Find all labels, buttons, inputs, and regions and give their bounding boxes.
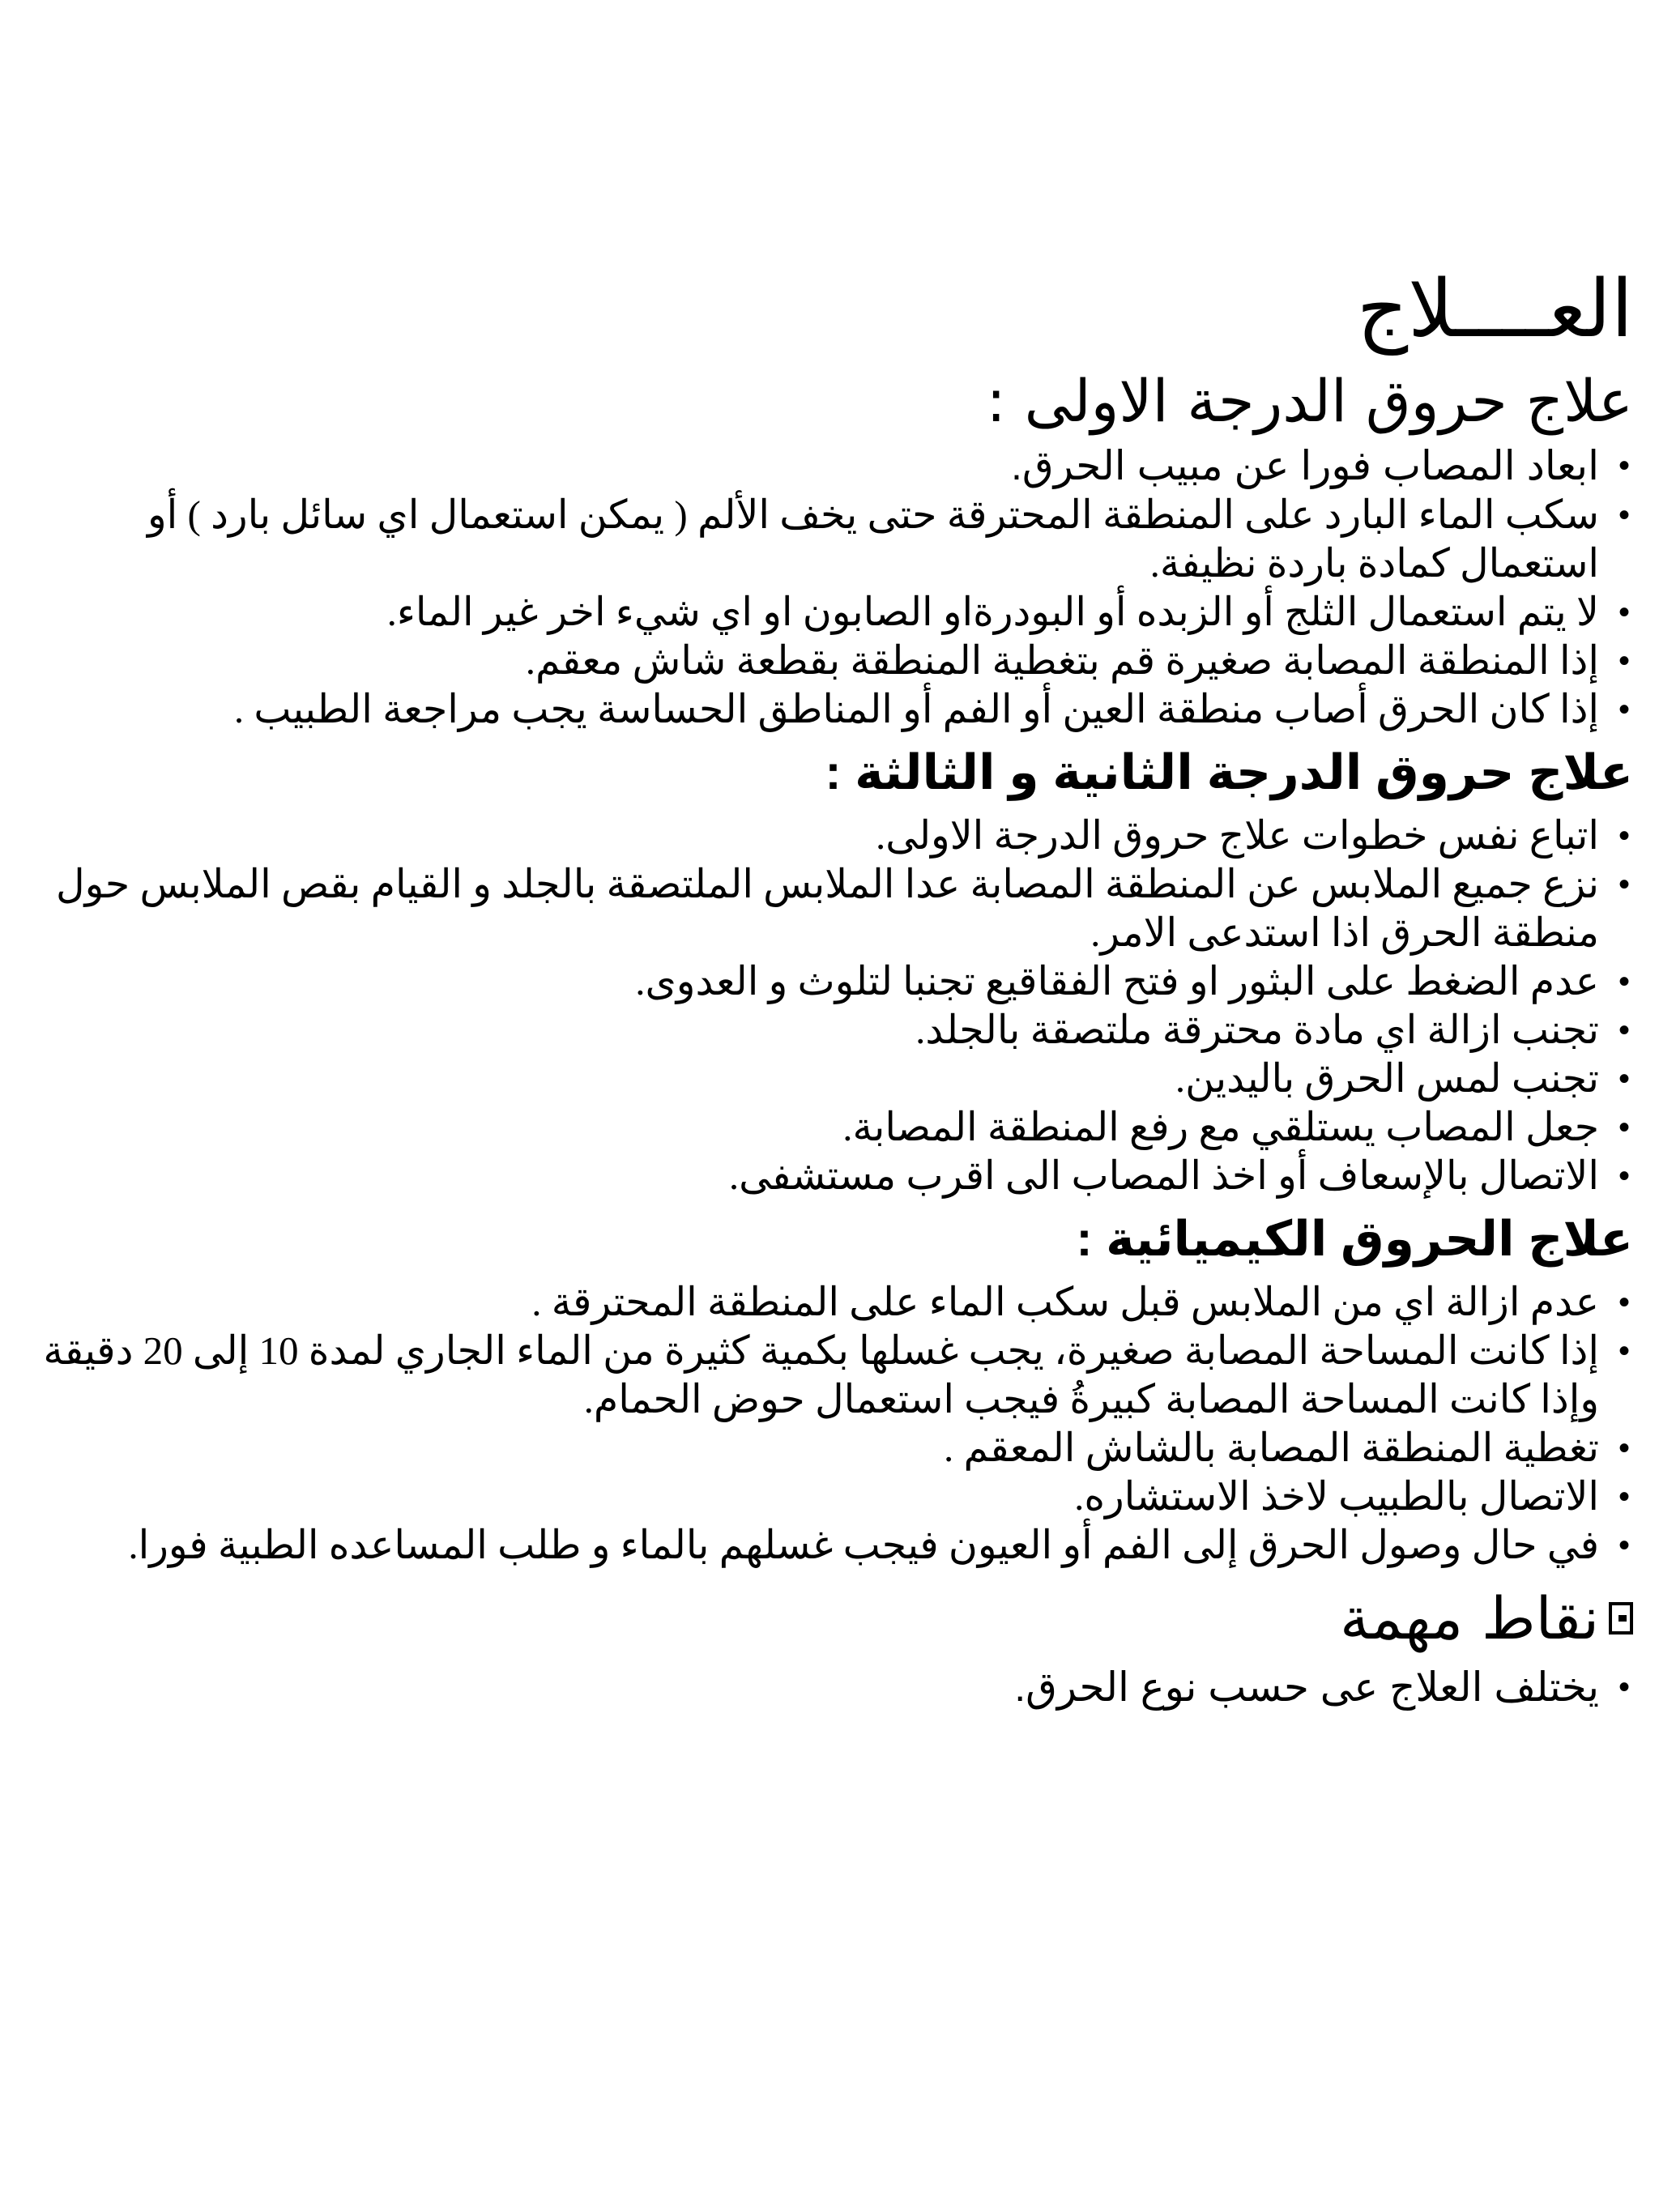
checkbox-square-icon [1609, 1602, 1633, 1634]
section-heading: نقاط مهمة [13, 1575, 1633, 1662]
bullet-list [13, 441, 1633, 734]
list-item: • سكب الماء البارد على المنطقة المحترقة حتى يخف الألم ( يمكن استعمال اي سائل بارد ) أو استعمال كمادة باردة نظيفة. [147, 492, 1630, 586]
list-item: • عدم ازالة اي من الملابس قبل سكب الماء على المنطقة المحترقة . [13, 1278, 1633, 1327]
bullet-list [13, 1278, 1633, 1570]
bullet-icon: • [1618, 1430, 1630, 1466]
list-item: • إذا المنطقة المصابة صغيرة قم بتغطية المنطقة بقطعة شاش معقم. [13, 637, 1633, 685]
list-item: • الاتصال بالطبيب لاخذ الاستشاره. [13, 1473, 1633, 1521]
list-item: • اتباع نفس خطوات علاج حروق الدرجة الاولى. [13, 812, 1633, 860]
bullet-list [13, 1662, 1633, 1714]
bullet-icon: • [1618, 1333, 1630, 1369]
list-item: • إذا كان الحرق أصاب منطقة العين أو الفم أو المناطق الحساسة يجب مراجعة الطبيب . [13, 685, 1633, 734]
section-heading: علاج حروق الدرجة الثانية و الثالثة : [825, 745, 1633, 799]
document-page [13, 259, 1633, 1714]
section-heading: علاج الحروق الكيميائية : [1076, 1212, 1633, 1266]
list-item: • إذا كانت المساحة المصابة صغيرة، يجب غسلها بكمية كثيرة من الماء الجاري لمدة 10 إلى 20 دقيقة وإذا كانت المساحة المصابة كبيرةُ فيجب استعمال حوض الحمام. [43, 1328, 1630, 1421]
bullet-icon: • [1618, 1479, 1630, 1515]
bullet-icon: • [1618, 1285, 1630, 1320]
bullet-icon: • [1618, 1528, 1630, 1563]
list-item: • ابعاد المصاب فورا عن مبيب الحرق. [1011, 443, 1630, 488]
list-item: • نزع جميع الملابس عن المنطقة المصابة عدا الملابس الملتصقة بالجلد و القيام بقص الملابس حول منطقة الحرق اذا استدعى الامر. [56, 862, 1630, 955]
list-item: • تجنب ازالة اي مادة محترقة ملتصقة بالجلد. [13, 1006, 1633, 1055]
list-item: • جعل المصاب يستلقي مع رفع المنطقة المصابة. [13, 1103, 1633, 1152]
bullet-icon: • [1618, 497, 1630, 533]
bullet-icon: • [1618, 1669, 1630, 1705]
list-item: • تجنب لمس الحرق باليدين. [13, 1055, 1633, 1103]
bullet-icon: • [1618, 1158, 1630, 1194]
list-item: • الاتصال بالإسعاف أو اخذ المصاب الى اقرب مستشفى. [13, 1152, 1633, 1200]
bullet-list [13, 812, 1633, 1200]
section-second-third-degree [13, 734, 1633, 1200]
bullet-icon: • [1618, 692, 1630, 727]
bullet-icon: • [1618, 818, 1630, 854]
bullet-icon: • [1618, 1061, 1630, 1097]
list-item: • تغطية المنطقة المصابة بالشاش المعقم . [13, 1424, 1633, 1473]
section-chemical-burns [13, 1200, 1633, 1570]
list-item: • عدم الضغط على البثور او فتح الفقاقيع تجنبا لتلوث و العدوى. [13, 957, 1633, 1006]
bullet-icon: • [1618, 643, 1630, 679]
bullet-icon: • [1618, 595, 1630, 630]
section-heading: علاج حروق الدرجة الاولى : [986, 367, 1633, 435]
section-first-degree [13, 360, 1633, 734]
list-item: • لا يتم استعمال الثلج أو الزبده أو البودرةاو الصابون او اي شيء اخر غير الماء. [13, 588, 1633, 637]
page-title: العــــلاج [1357, 263, 1633, 356]
list-item: • يختلف العلاج عى حسب نوع الحرق. [13, 1662, 1633, 1714]
bullet-icon: • [1618, 1012, 1630, 1048]
bullet-icon: • [1618, 867, 1630, 902]
bullet-icon: • [1618, 1110, 1630, 1145]
bullet-icon: • [1618, 964, 1630, 999]
section-important-points [13, 1575, 1633, 1714]
list-item: • في حال وصول الحرق إلى الفم أو العيون فيجب غسلهم بالماء و طلب المساعده الطبية فورا. [13, 1521, 1633, 1570]
bullet-icon: • [1618, 448, 1630, 484]
